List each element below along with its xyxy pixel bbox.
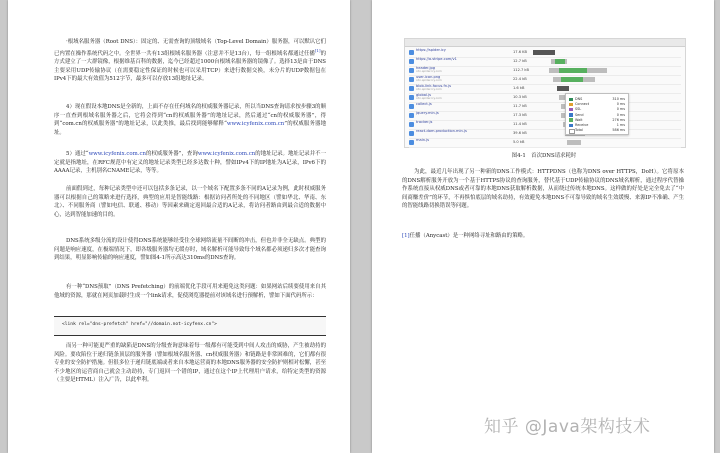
request-size: 39.6 kB <box>513 131 527 135</box>
text: DNS系统多级分流的设计使得DNS系统能够经受住全球网络流量不间断的冲击，但也并非全无缺点。典型的问题是响应速度，在极端情况下，即各级服务器均无缓存时，域名解析可能导致每个域名都必须递归多次才能查询到结果，明显影响传输的响应速度，譬如图4-1所示高达310ms的DNS查询。 <box>54 238 326 262</box>
request-size: 17.6 KB <box>513 50 527 54</box>
color-swatch <box>569 124 573 128</box>
footnote-mark[interactable]: [1] <box>402 233 410 239</box>
color-swatch <box>569 108 573 112</box>
file-icon <box>409 113 414 118</box>
request-url[interactable]: collect.js <box>416 102 432 106</box>
link[interactable]: www.icyfenix.com.cn <box>226 121 285 128</box>
tooltip-label: Wait <box>575 117 583 122</box>
tooltip-label: Connect <box>575 102 590 107</box>
timing-bar <box>555 59 565 64</box>
tooltip-value: 0 ms <box>616 107 625 112</box>
watermark: 知乎 @Java架构技术 <box>484 417 651 437</box>
text: 4）现在假设本地DNS是全新的，上面不存在任何域名的权威服务器记录，所以当DNS查询请求按步骤3的顺序一直查到根域名服务器之后，它将会得到“cn的权威服务器”的地址记录，然后通过“cn的权威服务器”，得到“com.cn的权威服务器”的地址记录，以此类推，最后找到能够解释“ <box>54 104 326 128</box>
tooltip-value: 0 ms <box>616 102 625 107</box>
tooltip-value: 1 ms <box>616 123 625 127</box>
figure-header <box>405 39 685 47</box>
tooltip-label: SSL <box>575 107 582 112</box>
left-page <box>8 0 350 453</box>
footnote <box>402 232 684 241</box>
timing-bar <box>557 86 569 91</box>
paragraph-dns-prefetch <box>54 283 326 300</box>
file-icon <box>409 68 414 73</box>
file-icon <box>409 77 414 82</box>
request-url[interactable]: main.js <box>416 138 429 142</box>
request-size: 11.7 kB <box>513 104 527 108</box>
request-size: 22.4 kB <box>513 77 527 81</box>
color-swatch <box>569 113 573 117</box>
request-size: 112.7 kB <box>513 68 529 72</box>
text: ·根域名服务器（Root DNS）：固定的、无需查询的顶级域名（Top-Level Domain）服务器，可以默认它们已内置在操作系统代码之中。全世界一共有13组根域名服务器（注意并不是13台），每一组根域名都通过任播 <box>54 39 326 57</box>
right-page <box>372 0 714 453</box>
color-swatch <box>569 98 573 102</box>
timing-bar <box>533 50 555 55</box>
timing-bar <box>559 68 587 73</box>
text: ”的权威服务器地址。 <box>54 121 326 136</box>
file-icon <box>409 122 414 127</box>
request-url[interactable]: jquery.min.js <box>416 111 439 115</box>
request-size: 10.3 kB <box>513 95 527 99</box>
footnote-text: 任播（Anycast）是一种网络寻址和路由的策略。 <box>409 233 529 239</box>
tooltip-value: 0 ms <box>616 112 625 117</box>
figure-caption: 图4-1 首次DNS请求耗时 <box>511 153 577 159</box>
color-swatch <box>569 103 573 107</box>
link[interactable]: www.icyfenix.com.cn <box>197 151 256 157</box>
tooltip-row <box>569 128 625 133</box>
color-swatch <box>569 129 575 135</box>
code-line: <link rel="dns-prefetch" href="//domain.not-icyfenx.cn"> <box>62 322 217 327</box>
request-url[interactable]: header.jpg <box>416 66 436 70</box>
network-waterfall-figure <box>404 38 686 148</box>
request-host: cdn.spider.icy.com <box>416 69 442 74</box>
request-url[interactable]: https://spider.icy <box>416 48 446 52</box>
request-size: 12.7 kB <box>513 59 527 63</box>
request-host: cdn.spider.icy.com <box>416 96 442 101</box>
tooltip-label: Send <box>575 112 584 117</box>
file-icon <box>409 86 414 91</box>
text: 的地址记录。地址记录并不一定就是指地址，在RFC规范中有定义的地址记录类型已经多达数十种，譬如IPv4下的IP地址为A记录，IPv6下的AAAA记录，主机别名CNAME记录，等等。 <box>54 151 326 175</box>
request-host: cdn.spider.icy.com <box>416 87 442 92</box>
request-row[interactable] <box>409 138 681 148</box>
text: 前面假到过，每种记录类型中还可以包括多条记录，以一个域名下配置多条不同的A记录为例，此时权威服务器可以根据自己的策略来进行选择，典型的应用是智能线路：根据访问者所处的不同地区（譬如华北、华南、东北）、不同服务商（譬如电信、联通、移动）等因素来确定返回最合适的A记录，将访问者路由到最合适的数据中心，达到智能加速的目的。 <box>54 186 326 218</box>
footnote-ref[interactable]: [1] <box>314 47 321 53</box>
tooltip-label: Total <box>575 128 583 133</box>
request-url[interactable]: react-dom.production.min.js <box>416 129 467 133</box>
text: 有一种“DNS预取”（DNS Prefetching）的前端优化手段可用来避免这类问题：如果网站后续要使用来自其他域的资源，那就在网页加载时生成一个link请求，促使浏览器提前对该域名进行预解析，譬如下面代码所示： <box>54 284 326 299</box>
paragraph-smart-routing <box>54 185 326 219</box>
text: 的权威服务器”，查询 <box>145 151 198 157</box>
request-size: 17.3 kB <box>513 113 527 117</box>
paragraph-step-5 <box>54 150 326 176</box>
file-icon <box>409 140 414 145</box>
request-url[interactable]: blob-link-focus.fn.js <box>416 84 451 88</box>
timing-bar <box>567 140 581 145</box>
file-icon <box>409 59 414 64</box>
request-size: 5.0 kB <box>513 140 525 144</box>
request-url[interactable]: tracker.js <box>416 120 433 124</box>
tooltip-label: Receive <box>575 123 589 127</box>
request-url[interactable]: global.js <box>416 93 431 97</box>
timing-bar <box>561 77 583 82</box>
tooltip-value: 586 ms <box>612 128 625 133</box>
paragraph-root-dns <box>54 38 326 84</box>
tooltip-value: 276 ms <box>612 117 625 122</box>
file-icon <box>409 104 414 109</box>
request-size: 11.4 kB <box>513 122 527 126</box>
paragraph-dns-drawbacks <box>54 237 326 263</box>
request-size: 1.6 kB <box>513 86 525 90</box>
file-icon <box>409 50 414 55</box>
text: 而另一种可能更严重的缺陷是DNS的分级查询意味着每一级都有可能受到中间人攻击的威胁，产生被劫持的风险。要攻陷位于递归链条顶层的服务器（譬如根域名服务器、cn权威服务器）和链路是非常困难的，它们都有很专业的安全防护措施。但很多位于递归链底端或者来自本地运营商的本地DNS服务器的安全防护则相对松懈，甚至不少地区的运营商自己就会主动劫持，专门返回一个错的IP，通过在这个IP上代理用户请求，给特定类型的资源（主要是HTML）注入广告，以此牟利。 <box>54 343 326 384</box>
paragraph-dns-hijack <box>54 342 326 385</box>
text: 的方式建立了一大群镜像，根据维基百科的数据，迄今已经超过1000台根域名服务器的镜像了。选择13是由于DNS主要采用UDP传输协议（在需要稳定性保证的时候也可以采用TCP）来进行数据交换，未分片的UDP数据包在IPv4下的最大有效值为512字节，最多可以存放13组地址记录。 <box>54 50 326 83</box>
text: 为此，最近几年出现了另一种新的DNS工作模式：HTTPDNS（也称为DNS over HTTPS，DoH）。它将原本的DNS解析服务开放为一个基于HTTPS协议的查询服务，替代基于UDP传输协议的DNS域名解析，通过程序代替操作系统直接从权威DNS或者可靠的本地DNS获取解析数据，从而绕过传统本地DNS。这样做的好处是完全免去了“中间商赚差价”的环节，不再惧怕底层的域名劫持，有效避免本地DNS不可靠导致的域名生效缓慢、来源IP不准确、产生的智能线路切换错误等问题。 <box>402 169 684 210</box>
request-url[interactable]: user-icon.png <box>416 75 441 79</box>
timing-tooltip <box>565 93 629 135</box>
file-icon <box>409 131 414 136</box>
file-icon <box>409 95 414 100</box>
paragraph-httpdns <box>402 168 684 211</box>
link[interactable]: www.icyfenix.com.cn <box>88 151 146 157</box>
text: 5）通过“ <box>66 151 89 157</box>
request-url[interactable]: https://a.stripe.com/v1 <box>416 57 457 61</box>
tooltip-value: 310 ms <box>612 97 625 101</box>
request-host: cdn.spider.icy.com <box>416 78 442 83</box>
tooltip-label: DNS <box>575 97 583 101</box>
paragraph-step-4 <box>54 103 326 137</box>
code-block <box>54 316 326 336</box>
color-swatch <box>569 118 573 122</box>
